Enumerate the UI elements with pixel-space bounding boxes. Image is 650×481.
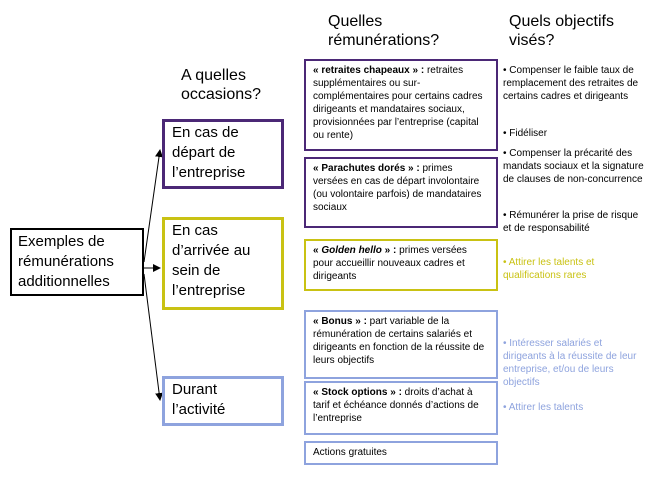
obj-talents-rares: • Attirer les talents et qualifications rares xyxy=(503,257,595,281)
rem-term-open: « xyxy=(313,245,322,256)
rem-golden-hello xyxy=(304,239,498,291)
obj-precarite: • Compenser la précarité des mandats sociaux et la signature de clauses de non-concurrence xyxy=(503,148,644,185)
rem-desc: primes versées pour accueillir nouveaux cadres et dirigeants xyxy=(313,245,467,282)
obj-risque: • Rémunérer la prise de risque et de responsabilité xyxy=(503,210,639,234)
occasion-arrivee-label: En cas d’arrivée au sein de l’entreprise xyxy=(172,222,251,299)
header-remunerations: Quelles rémunérations? xyxy=(328,13,440,49)
rem-term: « Parachutes dorés » : xyxy=(313,163,420,174)
rem-desc: part variable de la rémunération de certains salariés et dirigeants en fonction de la réussite de leurs objectifs xyxy=(313,316,485,366)
rem-actions-gratuites xyxy=(304,441,498,465)
rem-desc: retraites supplémentaires ou sur-complémentaires pour certains cadres dirigeants et mandataires sociaux, provisionnées par l’entreprise (capital ou rente) xyxy=(313,65,483,141)
occasion-depart xyxy=(162,119,284,189)
arrow-depart xyxy=(144,150,160,262)
header-objectifs: Quels objectifs visés? xyxy=(509,13,614,49)
obj-fideliser: • Fidéliser xyxy=(503,128,548,139)
rem-desc: primes versées en cas de départ involontaire (ou volontaire parfois) de mandataires sociaux xyxy=(313,163,482,213)
rem-term-close: » : xyxy=(381,245,397,256)
rem-bonus xyxy=(304,310,498,379)
obj-interesser: • Intéresser salariés et dirigeants à la réussite de leur entreprise, et/ou de leurs objectifs xyxy=(503,338,637,388)
root-label: Exemples de rémunérations additionnelles xyxy=(18,233,114,290)
rem-term: « Stock options » : xyxy=(313,387,402,398)
obj-attirer-talents: • Attirer les talents xyxy=(503,402,584,413)
rem-label: Actions gratuites xyxy=(313,447,387,458)
occasion-depart-label: En cas de départ de l’entreprise xyxy=(172,124,246,181)
rem-parachutes-dores xyxy=(304,157,498,228)
root-box xyxy=(10,228,144,296)
rem-stock-options xyxy=(304,381,498,435)
occasion-arrivee xyxy=(162,217,284,310)
rem-term-em: Golden hello xyxy=(321,245,382,256)
rem-term: « retraites chapeaux » : xyxy=(313,65,425,76)
header-occasions: A quelles occasions? xyxy=(181,67,262,103)
occasion-activite-label: Durant l’activité xyxy=(172,381,226,418)
rem-term: « Bonus » : xyxy=(313,316,367,327)
occasion-activite xyxy=(162,376,284,426)
rem-retraites-chapeaux xyxy=(304,59,498,151)
arrow-activite xyxy=(144,274,160,400)
obj-retraites: • Compenser le faible taux de remplacement des retraites de certains cadres et dirigeants xyxy=(503,65,639,102)
rem-desc: droits d’achat à tarif et échéance donnés d’actions de l’entreprise xyxy=(313,387,479,424)
